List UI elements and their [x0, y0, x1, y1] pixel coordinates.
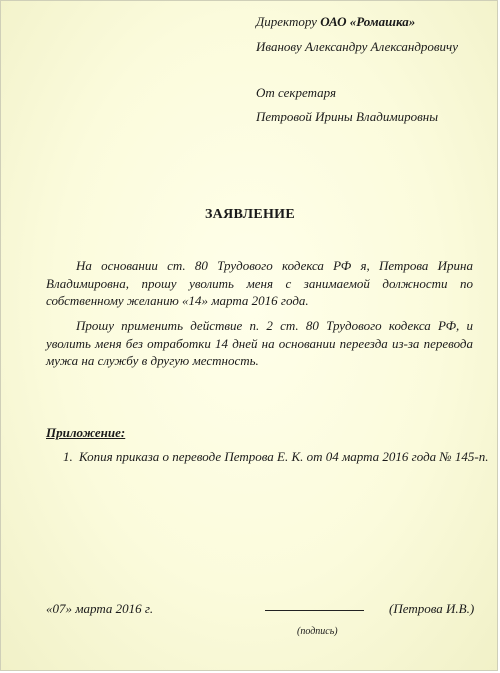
body-paragraph-2: Прошу применить действие п. 2 ст. 80 Трудового кодекса РФ, и уволить меня без отработки 14 дней на основании переезда из-за перевода мужа на службу в другую местность. — [46, 318, 473, 368]
addressee-name: Иванову Александру Александровичу — [256, 39, 459, 54]
signatory-name: (Петрова И.В.) — [389, 601, 475, 616]
attachment-item — [63, 449, 488, 465]
signature-line — [265, 610, 364, 611]
attachment-item-number: 1. — [63, 449, 73, 464]
addressee-company: ОАО «Ромашка» — [320, 14, 416, 29]
sender-position: От секретаря — [256, 85, 336, 100]
document-title: ЗАЯВЛЕНИЕ — [204, 207, 295, 222]
attachments-heading: Приложение: — [46, 425, 126, 440]
addressee-line — [256, 14, 415, 30]
body-paragraph-1: На основании ст. 80 Трудового кодекса РФ я, Петрова Ирина Владимировна, прошу уволить меня с занимаемой должности по собственному желанию «14» марта 2016 года. — [46, 258, 473, 308]
signature-caption: (подпись) — [297, 626, 338, 637]
attachment-item-text: Копия приказа о переводе Петрова Е. К. от 04 марта 2016 года № 145-п. — [79, 449, 489, 464]
addressee-title: Директору — [256, 14, 321, 29]
signature-date: «07» марта 2016 г. — [46, 601, 154, 616]
sender-name: Петровой Ирины Владимировны — [256, 109, 439, 124]
